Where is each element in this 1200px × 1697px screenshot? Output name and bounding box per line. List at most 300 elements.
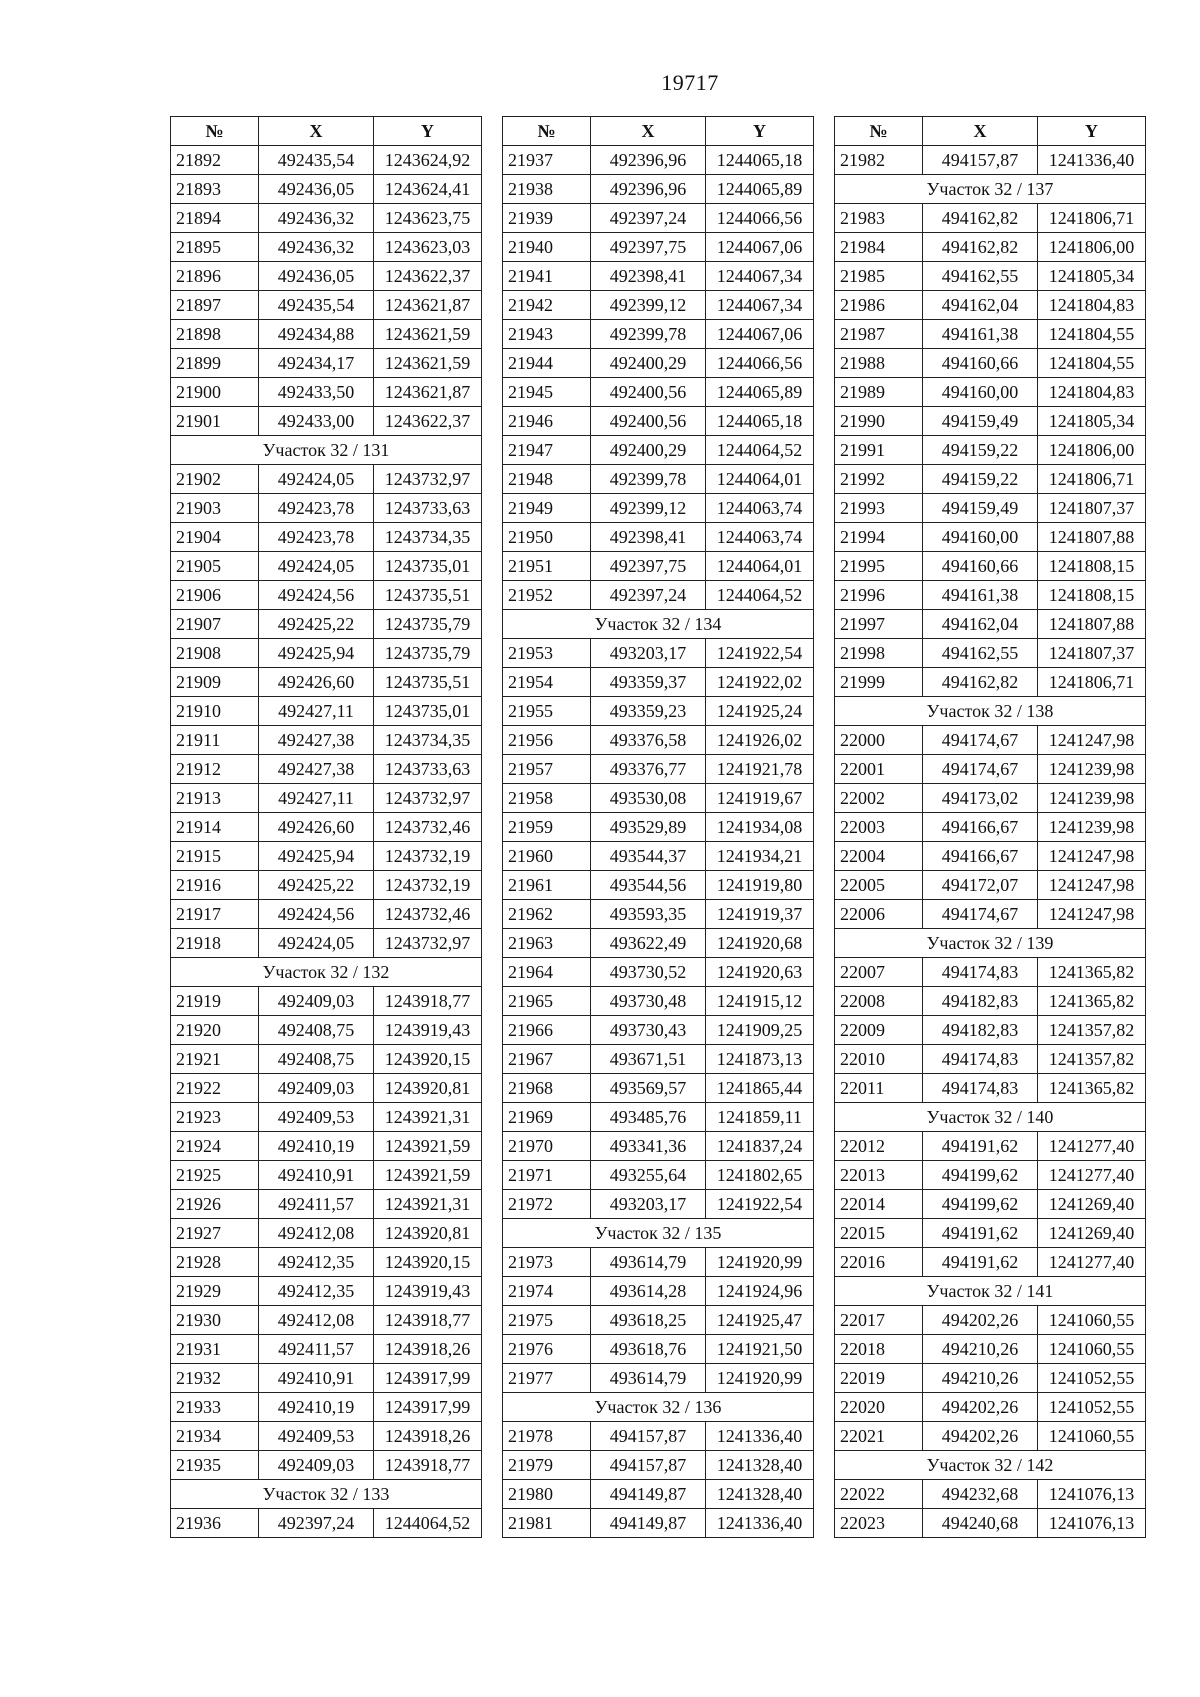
point-number-cell: 21947 [503,436,591,465]
table-row [835,639,1146,668]
y-coordinate-cell: 1241915,12 [706,987,814,1016]
x-coordinate-cell: 493255,64 [591,1161,706,1190]
point-number-cell: 21964 [503,958,591,987]
point-number-cell: 21920 [171,1016,259,1045]
x-coordinate-cell: 492398,41 [591,262,706,291]
table-header-row [503,117,814,146]
table-row [503,465,814,494]
table-row [171,1132,482,1161]
table-row [171,262,482,291]
y-coordinate-cell: 1241052,55 [1038,1364,1146,1393]
section-title: Участок 32 / 134 [503,610,814,639]
x-coordinate-cell: 492399,78 [591,320,706,349]
point-number-cell: 21913 [171,784,259,813]
x-coordinate-cell: 492433,00 [259,407,374,436]
table-header-row [171,117,482,146]
section-title: Участок 32 / 136 [503,1393,814,1422]
point-number-cell: 22005 [835,871,923,900]
table-row [835,987,1146,1016]
x-coordinate-cell: 494149,87 [591,1480,706,1509]
point-number-cell: 21955 [503,697,591,726]
table-row [171,639,482,668]
x-coordinate-cell: 493730,52 [591,958,706,987]
y-coordinate-cell: 1241806,00 [1038,233,1146,262]
x-coordinate-cell: 492435,54 [259,146,374,175]
point-number-cell: 21895 [171,233,259,262]
section-title: Участок 32 / 141 [835,1277,1146,1306]
x-coordinate-cell: 492396,96 [591,146,706,175]
point-number-cell: 21951 [503,552,591,581]
point-number-cell: 22009 [835,1016,923,1045]
y-coordinate-cell: 1243920,81 [374,1219,482,1248]
table-row [171,1393,482,1422]
y-coordinate-cell: 1241247,98 [1038,842,1146,871]
point-number-cell: 22001 [835,755,923,784]
point-number-cell: 21950 [503,523,591,552]
x-coordinate-cell: 492411,57 [259,1190,374,1219]
point-number-cell: 21966 [503,1016,591,1045]
y-coordinate-cell: 1241859,11 [706,1103,814,1132]
x-coordinate-cell: 494174,67 [923,900,1038,929]
table-row [503,1451,814,1480]
y-coordinate-cell: 1244065,18 [706,407,814,436]
point-number-cell: 21975 [503,1306,591,1335]
y-coordinate-cell: 1241920,63 [706,958,814,987]
point-number-cell: 21918 [171,929,259,958]
x-coordinate-cell: 492397,75 [591,552,706,581]
point-number-cell: 21927 [171,1219,259,1248]
x-coordinate-cell: 493618,76 [591,1335,706,1364]
table-row [171,871,482,900]
point-number-cell: 21968 [503,1074,591,1103]
page-number: 19717 [661,70,719,95]
point-number-cell: 22011 [835,1074,923,1103]
x-coordinate-cell: 494157,87 [591,1451,706,1480]
x-coordinate-cell: 492423,78 [259,494,374,523]
x-coordinate-cell: 494162,04 [923,610,1038,639]
header-x: X [591,117,706,146]
point-number-cell: 22014 [835,1190,923,1219]
table-row [835,1045,1146,1074]
point-number-cell: 21972 [503,1190,591,1219]
table-row [503,668,814,697]
x-coordinate-cell: 494160,00 [923,378,1038,407]
point-number-cell: 21954 [503,668,591,697]
point-number-cell: 21996 [835,581,923,610]
x-coordinate-cell: 493203,17 [591,1190,706,1219]
header-x: X [259,117,374,146]
y-coordinate-cell: 1244066,56 [706,204,814,233]
table-row [171,987,482,1016]
y-coordinate-cell: 1243735,51 [374,668,482,697]
table-row [503,1074,814,1103]
point-number-cell: 21984 [835,233,923,262]
x-coordinate-cell: 492412,08 [259,1219,374,1248]
table-body [835,146,1146,1538]
point-number-cell: 22020 [835,1393,923,1422]
x-coordinate-cell: 494159,22 [923,436,1038,465]
point-number-cell: 21948 [503,465,591,494]
x-coordinate-cell: 492434,17 [259,349,374,378]
point-number-cell: 21941 [503,262,591,291]
point-number-cell: 21967 [503,1045,591,1074]
y-coordinate-cell: 1243921,31 [374,1103,482,1132]
x-coordinate-cell: 494210,26 [923,1335,1038,1364]
table-row [503,1306,814,1335]
table-row [503,697,814,726]
x-coordinate-cell: 492427,11 [259,784,374,813]
x-coordinate-cell: 492409,53 [259,1103,374,1132]
x-coordinate-cell: 493569,57 [591,1074,706,1103]
table-row [503,320,814,349]
y-coordinate-cell: 1243732,97 [374,465,482,494]
point-number-cell: 21973 [503,1248,591,1277]
table-row [503,581,814,610]
y-coordinate-cell: 1243735,79 [374,610,482,639]
x-coordinate-cell: 494159,49 [923,407,1038,436]
table-row [835,842,1146,871]
y-coordinate-cell: 1241277,40 [1038,1132,1146,1161]
x-coordinate-cell: 494182,83 [923,1016,1038,1045]
table-row [171,1190,482,1219]
point-number-cell: 21936 [171,1509,259,1538]
section-title: Участок 32 / 135 [503,1219,814,1248]
coordinates-table-3 [834,116,1146,1538]
table-row [503,175,814,204]
y-coordinate-cell: 1241919,67 [706,784,814,813]
x-coordinate-cell: 492412,35 [259,1277,374,1306]
y-coordinate-cell: 1241269,40 [1038,1190,1146,1219]
table-row [503,1103,814,1132]
y-coordinate-cell: 1243621,87 [374,291,482,320]
table-row [835,1161,1146,1190]
section-header-row [171,1480,482,1509]
x-coordinate-cell: 492409,03 [259,1451,374,1480]
x-coordinate-cell: 492410,19 [259,1132,374,1161]
table-row [835,494,1146,523]
y-coordinate-cell: 1244063,74 [706,494,814,523]
x-coordinate-cell: 492424,05 [259,465,374,494]
table-row [503,233,814,262]
point-number-cell: 21956 [503,726,591,755]
y-coordinate-cell: 1243733,63 [374,755,482,784]
table-row [835,1509,1146,1538]
y-coordinate-cell: 1243735,79 [374,639,482,668]
x-coordinate-cell: 492397,24 [591,581,706,610]
table-row [171,813,482,842]
table-row [503,552,814,581]
point-number-cell: 21992 [835,465,923,494]
point-number-cell: 21945 [503,378,591,407]
point-number-cell: 21923 [171,1103,259,1132]
x-coordinate-cell: 493530,08 [591,784,706,813]
x-coordinate-cell: 494162,55 [923,639,1038,668]
x-coordinate-cell: 493614,79 [591,1364,706,1393]
y-coordinate-cell: 1243920,15 [374,1248,482,1277]
table-row [503,1364,814,1393]
y-coordinate-cell: 1241239,98 [1038,813,1146,842]
x-coordinate-cell: 492436,32 [259,233,374,262]
y-coordinate-cell: 1241277,40 [1038,1161,1146,1190]
y-coordinate-cell: 1244067,06 [706,320,814,349]
table-row [171,697,482,726]
table-row [835,668,1146,697]
y-coordinate-cell: 1241076,13 [1038,1509,1146,1538]
table-row [171,755,482,784]
table-row [171,726,482,755]
y-coordinate-cell: 1241808,15 [1038,581,1146,610]
x-coordinate-cell: 492425,22 [259,871,374,900]
point-number-cell: 21993 [835,494,923,523]
x-coordinate-cell: 492399,78 [591,465,706,494]
y-coordinate-cell: 1241934,08 [706,813,814,842]
x-coordinate-cell: 492424,56 [259,581,374,610]
point-number-cell: 21944 [503,349,591,378]
y-coordinate-cell: 1243917,99 [374,1393,482,1422]
y-coordinate-cell: 1243624,41 [374,175,482,204]
x-coordinate-cell: 492427,38 [259,726,374,755]
y-coordinate-cell: 1241239,98 [1038,784,1146,813]
table-row [503,436,814,465]
point-number-cell: 21916 [171,871,259,900]
table-row [835,1422,1146,1451]
y-coordinate-cell: 1243621,87 [374,378,482,407]
table-row [835,1016,1146,1045]
table-row [503,349,814,378]
y-coordinate-cell: 1244064,01 [706,465,814,494]
x-coordinate-cell: 494160,66 [923,349,1038,378]
point-number-cell: 21969 [503,1103,591,1132]
y-coordinate-cell: 1241804,55 [1038,320,1146,349]
y-coordinate-cell: 1243918,77 [374,987,482,1016]
y-coordinate-cell: 1241336,40 [706,1509,814,1538]
point-number-cell: 21982 [835,146,923,175]
y-coordinate-cell: 1241247,98 [1038,726,1146,755]
point-number-cell: 21991 [835,436,923,465]
y-coordinate-cell: 1243918,77 [374,1306,482,1335]
table-row [835,900,1146,929]
point-number-cell: 22016 [835,1248,923,1277]
x-coordinate-cell: 493485,76 [591,1103,706,1132]
table-header-row [835,117,1146,146]
header-y: Y [706,117,814,146]
section-header-row [835,1451,1146,1480]
point-number-cell: 21931 [171,1335,259,1364]
y-coordinate-cell: 1241802,65 [706,1161,814,1190]
table-row [171,494,482,523]
table-row [171,581,482,610]
x-coordinate-cell: 493359,23 [591,697,706,726]
table-row [171,929,482,958]
y-coordinate-cell: 1241806,00 [1038,436,1146,465]
point-number-cell: 21934 [171,1422,259,1451]
point-number-cell: 21937 [503,146,591,175]
table-row [503,639,814,668]
header-number: № [835,117,923,146]
x-coordinate-cell: 493730,43 [591,1016,706,1045]
y-coordinate-cell: 1241076,13 [1038,1480,1146,1509]
y-coordinate-cell: 1241060,55 [1038,1335,1146,1364]
y-coordinate-cell: 1244065,18 [706,146,814,175]
section-header-row [835,929,1146,958]
table-row [171,1364,482,1393]
y-coordinate-cell: 1244064,52 [706,581,814,610]
y-coordinate-cell: 1243733,63 [374,494,482,523]
y-coordinate-cell: 1243921,59 [374,1132,482,1161]
point-number-cell: 21959 [503,813,591,842]
x-coordinate-cell: 492435,54 [259,291,374,320]
y-coordinate-cell: 1241926,02 [706,726,814,755]
table-row [171,842,482,871]
x-coordinate-cell: 494149,87 [591,1509,706,1538]
point-number-cell: 21962 [503,900,591,929]
x-coordinate-cell: 493203,17 [591,639,706,668]
point-number-cell: 21908 [171,639,259,668]
table-row [503,407,814,436]
y-coordinate-cell: 1241807,37 [1038,639,1146,668]
y-coordinate-cell: 1241921,50 [706,1335,814,1364]
x-coordinate-cell: 492400,56 [591,407,706,436]
y-coordinate-cell: 1241277,40 [1038,1248,1146,1277]
x-coordinate-cell: 494191,62 [923,1219,1038,1248]
table-row [171,1248,482,1277]
table-row [503,378,814,407]
x-coordinate-cell: 493618,25 [591,1306,706,1335]
section-header-row [503,610,814,639]
y-coordinate-cell: 1243917,99 [374,1364,482,1393]
table-row [171,1335,482,1364]
x-coordinate-cell: 494173,02 [923,784,1038,813]
y-coordinate-cell: 1241052,55 [1038,1393,1146,1422]
y-coordinate-cell: 1241269,40 [1038,1219,1146,1248]
x-coordinate-cell: 494174,83 [923,1074,1038,1103]
table-row [171,900,482,929]
point-number-cell: 21997 [835,610,923,639]
table-row [171,610,482,639]
table-row [835,204,1146,233]
table-row [835,1248,1146,1277]
point-number-cell: 21905 [171,552,259,581]
header-y: Y [374,117,482,146]
table-row [171,552,482,581]
table-row [503,813,814,842]
table-row [171,1161,482,1190]
x-coordinate-cell: 492410,91 [259,1364,374,1393]
x-coordinate-cell: 492408,75 [259,1016,374,1045]
point-number-cell: 21897 [171,291,259,320]
x-coordinate-cell: 494161,38 [923,581,1038,610]
x-coordinate-cell: 492412,08 [259,1306,374,1335]
table-row [835,378,1146,407]
y-coordinate-cell: 1241060,55 [1038,1306,1146,1335]
x-coordinate-cell: 494157,87 [591,1422,706,1451]
x-coordinate-cell: 493341,36 [591,1132,706,1161]
point-number-cell: 21987 [835,320,923,349]
point-number-cell: 21904 [171,523,259,552]
table-row [835,1364,1146,1393]
table-row [171,407,482,436]
table-row [171,1277,482,1306]
x-coordinate-cell: 493622,49 [591,929,706,958]
table-row [835,1306,1146,1335]
table-row [835,291,1146,320]
y-coordinate-cell: 1243732,19 [374,842,482,871]
y-coordinate-cell: 1243622,37 [374,262,482,291]
point-number-cell: 22010 [835,1045,923,1074]
y-coordinate-cell: 1241805,34 [1038,262,1146,291]
header-number: № [171,117,259,146]
point-number-cell: 21906 [171,581,259,610]
x-coordinate-cell: 492400,29 [591,349,706,378]
table-row [171,465,482,494]
x-coordinate-cell: 492398,41 [591,523,706,552]
x-coordinate-cell: 493593,35 [591,900,706,929]
table-row [835,958,1146,987]
y-coordinate-cell: 1241808,15 [1038,552,1146,581]
y-coordinate-cell: 1241807,88 [1038,523,1146,552]
table-row [503,1016,814,1045]
y-coordinate-cell: 1243624,92 [374,146,482,175]
point-number-cell: 21963 [503,929,591,958]
x-coordinate-cell: 492399,12 [591,291,706,320]
x-coordinate-cell: 492426,60 [259,668,374,697]
point-number-cell: 21922 [171,1074,259,1103]
x-coordinate-cell: 494202,26 [923,1393,1038,1422]
x-coordinate-cell: 494157,87 [923,146,1038,175]
point-number-cell: 21978 [503,1422,591,1451]
point-number-cell: 22022 [835,1480,923,1509]
y-coordinate-cell: 1244065,89 [706,175,814,204]
section-header-row [835,1277,1146,1306]
section-header-row [835,175,1146,204]
y-coordinate-cell: 1241919,80 [706,871,814,900]
x-coordinate-cell: 492427,11 [259,697,374,726]
y-coordinate-cell: 1241925,24 [706,697,814,726]
y-coordinate-cell: 1241920,68 [706,929,814,958]
x-coordinate-cell: 492426,60 [259,813,374,842]
table-row [171,204,482,233]
x-coordinate-cell: 493376,58 [591,726,706,755]
x-coordinate-cell: 492427,38 [259,755,374,784]
table-row [503,1509,814,1538]
point-number-cell: 21909 [171,668,259,697]
y-coordinate-cell: 1241328,40 [706,1480,814,1509]
section-header-row [503,1393,814,1422]
x-coordinate-cell: 493544,37 [591,842,706,871]
table-row [171,1074,482,1103]
table-row [835,726,1146,755]
x-coordinate-cell: 492411,57 [259,1335,374,1364]
y-coordinate-cell: 1243920,15 [374,1045,482,1074]
table-row [503,146,814,175]
section-title: Участок 32 / 140 [835,1103,1146,1132]
y-coordinate-cell: 1244067,34 [706,291,814,320]
point-number-cell: 21921 [171,1045,259,1074]
table-row [171,1016,482,1045]
y-coordinate-cell: 1241328,40 [706,1451,814,1480]
x-coordinate-cell: 494160,00 [923,523,1038,552]
point-number-cell: 21900 [171,378,259,407]
table-row [503,1248,814,1277]
point-number-cell: 21958 [503,784,591,813]
section-title: Участок 32 / 138 [835,697,1146,726]
x-coordinate-cell: 492397,75 [591,233,706,262]
y-coordinate-cell: 1241804,83 [1038,378,1146,407]
table-row [503,523,814,552]
y-coordinate-cell: 1243732,19 [374,871,482,900]
x-coordinate-cell: 492425,94 [259,842,374,871]
point-number-cell: 21907 [171,610,259,639]
